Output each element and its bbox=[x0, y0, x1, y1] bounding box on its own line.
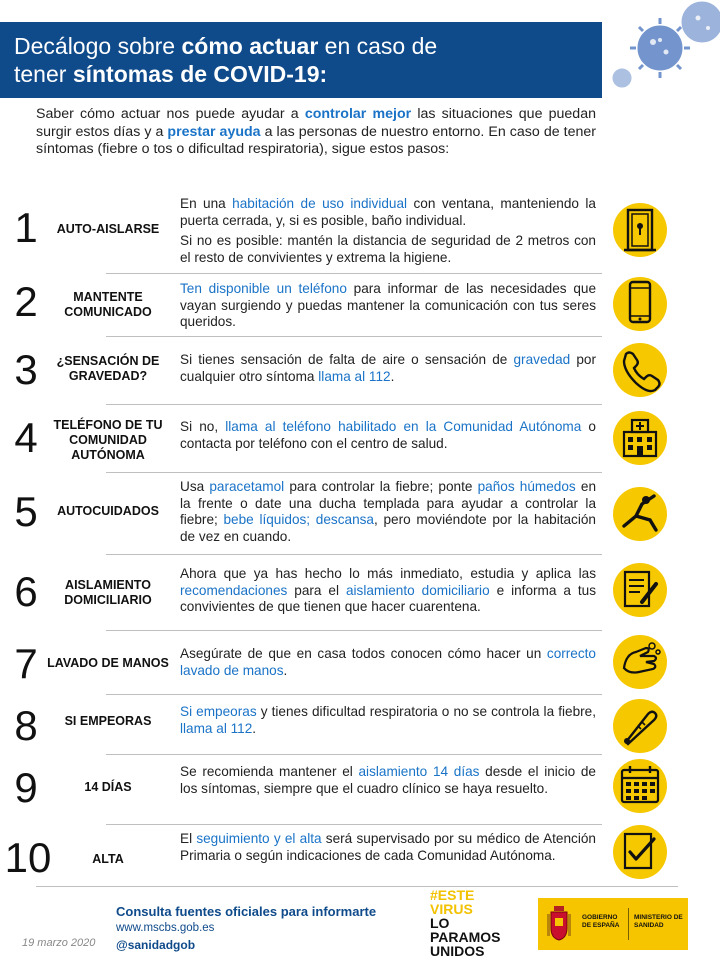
step-number: 3 bbox=[14, 346, 38, 393]
step-3 bbox=[0, 340, 720, 402]
row-separator bbox=[106, 754, 602, 755]
step-number: 10 bbox=[4, 834, 52, 881]
step-number: 2 bbox=[14, 278, 38, 325]
step-description: Ahora que ya has hecho lo más inmediato, estudia y aplica las recomendaciones para el aislamiento domiciliario e informa a tus convivientes de que tienen que hacer cuarentena. bbox=[180, 566, 596, 614]
step-number: 8 bbox=[14, 702, 38, 749]
row-separator bbox=[106, 404, 602, 405]
footer-twitter-link[interactable]: @sanidadgob bbox=[116, 938, 196, 952]
ministry-name: MINISTERIO DE SANIDAD bbox=[634, 914, 683, 929]
step-1 bbox=[0, 192, 720, 272]
step-5 bbox=[0, 476, 720, 554]
row-separator bbox=[106, 273, 602, 274]
stretching-person-icon bbox=[612, 486, 668, 542]
step-10 bbox=[0, 828, 720, 884]
step-label: AISLAMIENTO DOMICILIARIO bbox=[64, 578, 152, 607]
step-9 bbox=[0, 758, 720, 822]
footer-date: 19 marzo 2020 bbox=[22, 937, 96, 949]
step-number: 9 bbox=[14, 764, 38, 811]
footer-website-link[interactable]: www.mscbs.gob.es bbox=[116, 922, 215, 934]
row-separator bbox=[106, 694, 602, 695]
step-8 bbox=[0, 698, 720, 754]
step-number: 1 bbox=[14, 204, 38, 251]
step-label: LAVADO DE MANOS bbox=[47, 656, 169, 670]
door-icon bbox=[612, 202, 668, 258]
step-number: 7 bbox=[14, 640, 38, 687]
step-description: Si empeoras y tienes dificultad respiratoria o no se controla la fiebre, llama al 112. bbox=[180, 704, 596, 736]
hospital-icon bbox=[612, 410, 668, 466]
campaign-hashtag-logo: #ESTE VIRUS LO PARAMOS UNIDOS bbox=[430, 887, 501, 959]
step-description: En una habitación de uso individual con ventana, manteniendo la puerta cerrada, y, si es posible, baño individual. Si no es posible: mantén la distancia de seguridad de 2 metros con el resto de convivientes y extrema la higiene. bbox=[180, 196, 596, 265]
step-label: AUTOCUIDADOS bbox=[57, 504, 159, 518]
step-7 bbox=[0, 634, 720, 692]
step-number: 6 bbox=[14, 568, 38, 615]
row-separator bbox=[106, 554, 602, 555]
row-separator bbox=[106, 630, 602, 631]
step-6 bbox=[0, 558, 720, 628]
step-description: Asegúrate de que en casa todos conocen cómo hacer un correcto lavado de manos. bbox=[180, 646, 596, 678]
intro-paragraph: Saber cómo actuar nos puede ayudar a controlar mejor las situaciones que puedan surgir estos días y a prestar ayuda a las personas de nuestro entorno. En caso de tener síntomas (fiebre o tos o dificultad respiratoria), sigue estos pasos: bbox=[36, 106, 596, 157]
step-description: Se recomienda mantener el aislamiento 14 días desde el inicio de los síntomas, siempre que el cuadro clínico se haya resuelto. bbox=[180, 764, 596, 796]
gov-name: GOBIERNO DE ESPAÑA bbox=[582, 914, 620, 929]
title-line-2: tener síntomas de COVID-19: bbox=[14, 61, 328, 87]
step-description: Ten disponible un teléfono para informar de las necesidades que vayan surgiendo y puedas mantener la comunicación con tus seres queridos. bbox=[180, 281, 597, 329]
step-label: ¿SENSACIÓN DE GRAVEDAD? bbox=[56, 354, 160, 383]
step-label: TELÉFONO DE TU COMUNIDAD AUTÓNOMA bbox=[53, 418, 163, 462]
step-4 bbox=[0, 408, 720, 470]
checklist-icon bbox=[612, 824, 668, 880]
step-2 bbox=[0, 276, 720, 336]
row-separator bbox=[106, 336, 602, 337]
handwashing-icon bbox=[612, 634, 668, 690]
thermometer-icon bbox=[612, 698, 668, 754]
step-description: Si tienes sensación de falta de aire o sensación de gravedad por cualquier otro síntoma llama al 112. bbox=[180, 352, 596, 384]
virus-decoration-icon bbox=[600, 0, 720, 95]
calendar-icon bbox=[612, 758, 668, 814]
step-label: ALTA bbox=[92, 852, 124, 866]
step-description: Usa paracetamol para controlar la fiebre; ponte paños húmedos en la frente o date una ducha templada para ayudar a controlar la fiebre; bebe líquidos; descansa, pero moviéndote por la habitación de vez en cuando. bbox=[180, 479, 596, 544]
step-label: AUTO-AISLARSE bbox=[56, 222, 160, 236]
step-description: El seguimiento y el alta será supervisado por su médico de Atención Primaria o según indicaciones de cada Comunidad Autónoma. bbox=[180, 831, 596, 863]
step-number: 5 bbox=[14, 488, 38, 535]
step-description: Si no, llama al teléfono habilitado en la Comunidad Autónoma o contacta por teléfono con el centro de salud. bbox=[180, 419, 596, 451]
telephone-icon bbox=[612, 342, 668, 398]
step-label: 14 DÍAS bbox=[84, 780, 132, 794]
step-label: MANTENTE COMUNICADO bbox=[64, 290, 152, 319]
government-logo bbox=[538, 898, 688, 950]
mobile-phone-icon bbox=[612, 276, 668, 332]
gov-divider bbox=[628, 908, 629, 940]
title-line-1: Decálogo sobre cómo actuar en caso de bbox=[14, 33, 438, 59]
coat-of-arms-icon bbox=[544, 904, 574, 944]
step-number: 4 bbox=[14, 414, 38, 461]
row-separator bbox=[106, 824, 602, 825]
document-pen-icon bbox=[612, 562, 668, 618]
step-label: SI EMPEORAS bbox=[64, 714, 152, 728]
title-banner bbox=[0, 22, 602, 98]
footer-separator bbox=[36, 886, 678, 887]
footer-heading: Consulta fuentes oficiales para informarte bbox=[116, 904, 377, 919]
row-separator bbox=[106, 472, 602, 473]
